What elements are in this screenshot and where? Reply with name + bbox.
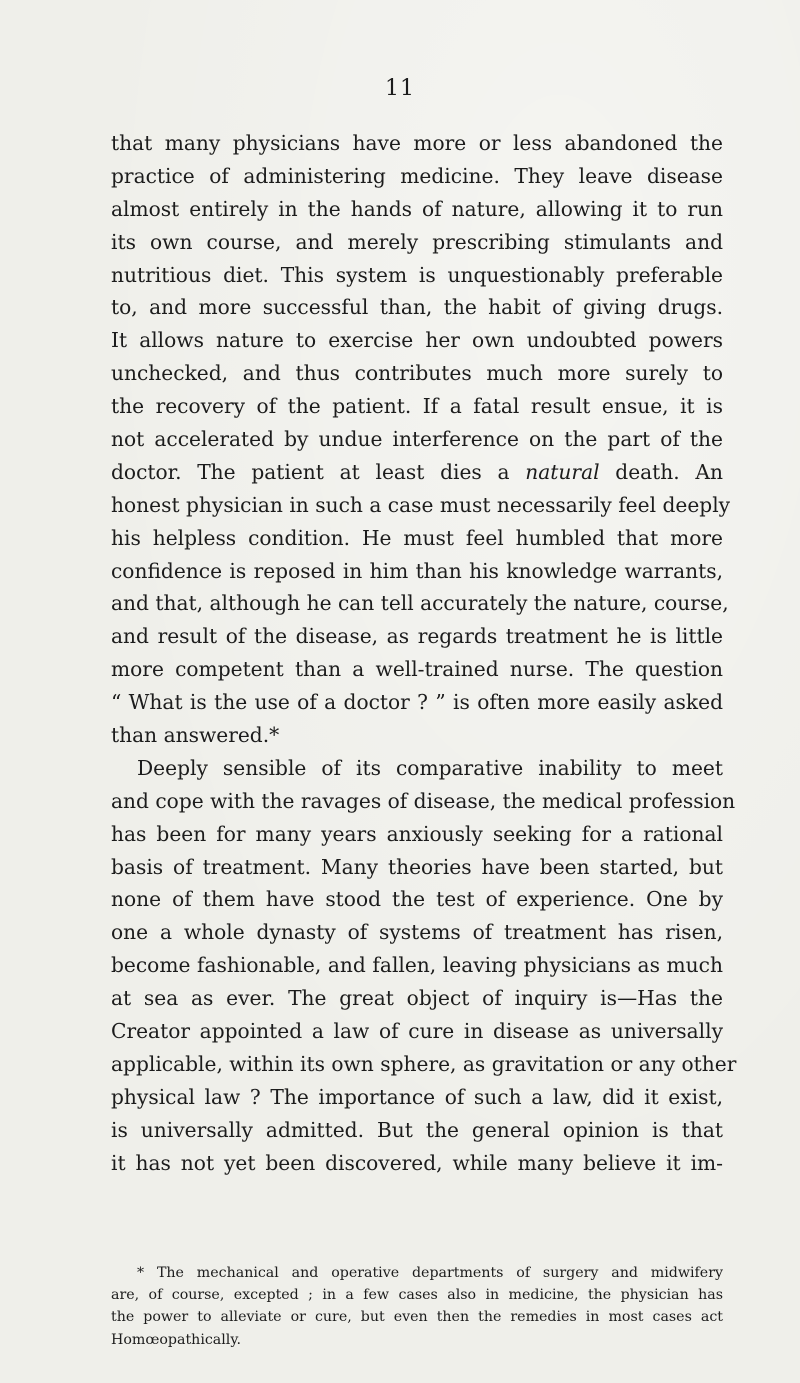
body-text <box>111 127 737 1180</box>
text-line: his helpless condition. He must feel humbled that more <box>111 525 723 550</box>
text-line: honest physician in such a case must necessarily feel deeply <box>111 492 731 517</box>
text-line: basis of treatment. Many theories have been started, but <box>111 854 723 879</box>
text-line: at sea as ever. The great object of inquiry is—Has the <box>111 986 723 1011</box>
text-line: that many physicians have more or less abandoned the <box>111 131 723 155</box>
text-line: the recovery of the patient. If a fatal result ensue, it is <box>111 394 723 419</box>
text-segment: doctor. The patient at least dies a <box>111 459 510 484</box>
text-line: almost entirely in the hands of nature, allowing it to run <box>111 196 723 221</box>
footnote-line: * The mechanical and operative departments of surgery and midwifery <box>137 1265 723 1281</box>
text-line: physical law ? The importance of such a law, did it exist, <box>111 1084 723 1109</box>
footnote-line: are, of course, excepted ; in a few cases also in medicine, the physician has <box>111 1287 723 1304</box>
text-line: Creator appointed a law of cure in disease as universally <box>111 1019 723 1044</box>
text-line: practice of administering medicine. They leave disease <box>111 163 723 188</box>
paragraph-start-line: Deeply sensible of its comparative inability to meet <box>137 755 723 780</box>
text-line: is universally admitted. But the general opinion is that <box>111 1117 723 1142</box>
text-line: and that, although he can tell accurately the nature, course, <box>111 591 729 616</box>
text-line: become fashionable, and fallen, leaving physicians as much <box>111 953 723 978</box>
text-line: than answered.* <box>111 723 280 748</box>
italic-emphasis: natural <box>525 459 600 484</box>
text-line: confidence is reposed in him than his knowledge warrants, <box>111 558 723 583</box>
text-line: nutritious diet. This system is unquestionably preferable <box>111 262 723 287</box>
text-line: “ What is the use of a doctor ? ” is often more easily asked <box>111 690 723 715</box>
text-line: to, and more successful than, the habit of giving drugs. <box>111 295 723 320</box>
text-line: not accelerated by undue interference on the part of the <box>111 427 723 452</box>
text-line: applicable, within its own sphere, as gravitation or any other <box>111 1051 737 1076</box>
text-line: has been for many years anxiously seeking for a rational <box>111 821 723 846</box>
text-line: none of them have stood the test of experience. One by <box>111 887 723 912</box>
text-line: more competent than a well-trained nurse. The question <box>111 657 723 682</box>
text-line: and cope with the ravages of disease, the medical profession <box>111 788 736 813</box>
text-segment: death. An <box>615 459 724 484</box>
text-line-with-emphasis <box>111 456 723 489</box>
page-number: 11 <box>385 76 415 101</box>
text-line: and result of the disease, as regards treatment he is little <box>111 624 723 649</box>
text-line: It allows nature to exercise her own undoubted powers <box>111 328 723 353</box>
text-line: it has not yet been discovered, while many believe it im- <box>111 1150 723 1175</box>
footnote <box>111 1262 723 1351</box>
text-line: one a whole dynasty of systems of treatment has risen, <box>111 920 723 945</box>
footnote-line: the power to alleviate or cure, but even then the remedies in most cases act <box>111 1309 723 1326</box>
text-line: its own course, and merely prescribing stimulants and <box>111 229 723 254</box>
text-line: unchecked, and thus contributes much more surely to <box>111 361 723 386</box>
footnote-line: Homœopathically. <box>111 1331 241 1348</box>
